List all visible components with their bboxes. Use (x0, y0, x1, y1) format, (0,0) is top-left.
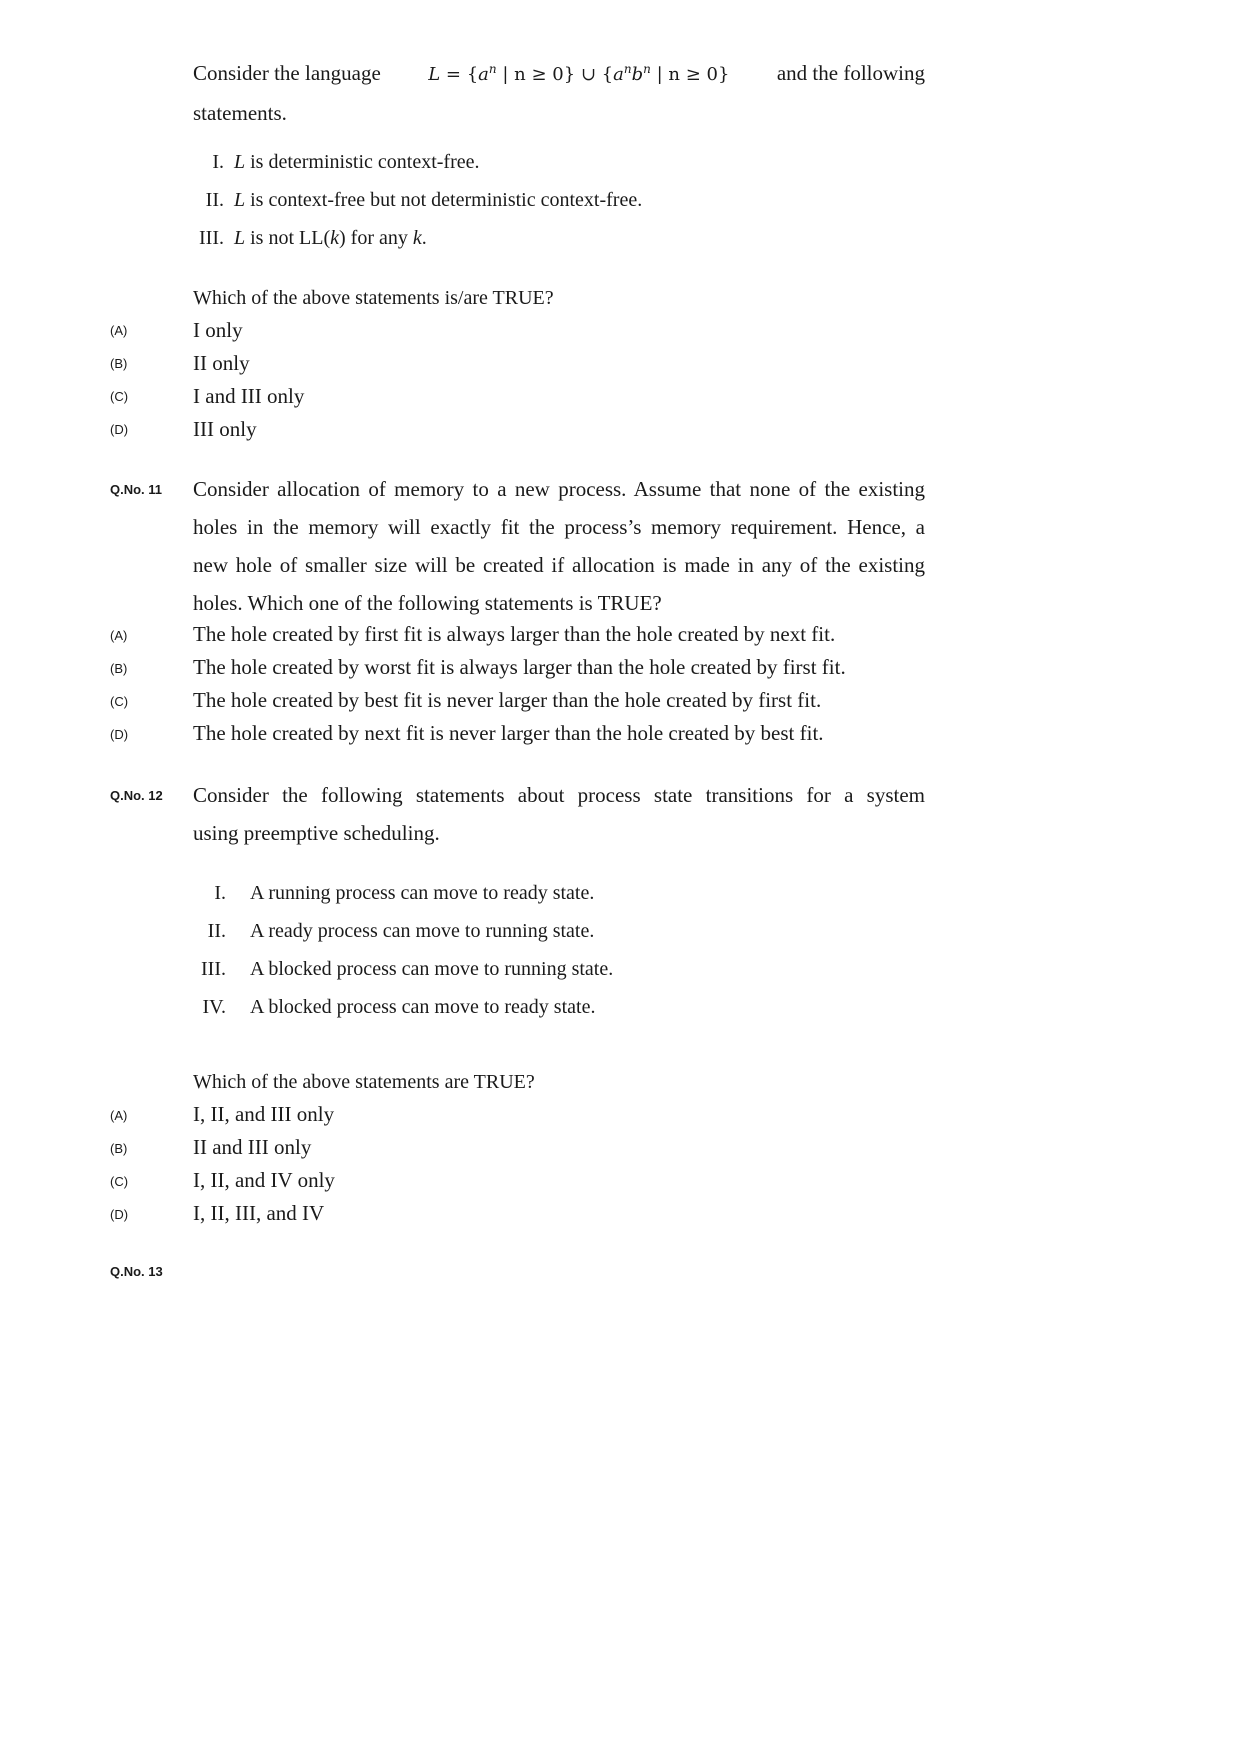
q12-option-a[interactable]: I, II, and III only (193, 1102, 335, 1126)
q10-stem-line2: statements. (193, 101, 287, 125)
q10-option-b[interactable]: II only (193, 351, 250, 375)
q10-stem (193, 50, 925, 132)
q11-option-d[interactable]: The hole created by next fit is never larger than the hole created by best fit. (193, 721, 824, 745)
q10-option-c-label: (C) (110, 389, 129, 404)
q10-option-d[interactable]: III only (193, 417, 257, 441)
q10-statement-3: III. L is not LL(k) for any k. (199, 227, 427, 249)
q12-stem (193, 776, 925, 852)
q13-number: Q.No. 13 (110, 1264, 163, 1279)
q11-stem-line: Consider allocation of memory to a new process. Assume that none of the existing (193, 477, 925, 501)
q12-option-c-label: (C) (110, 1174, 129, 1189)
q10-option-b-label: (B) (110, 356, 128, 371)
q10-option-a[interactable]: I only (193, 318, 243, 342)
q11-number: Q.No. 11 (110, 482, 163, 497)
q10-statement-2: II. L is context-free but not deterministic context-free. (205, 189, 643, 211)
q10-statement-1: I. L is deterministic context-free. (212, 151, 480, 173)
q11-option-a[interactable]: The hole created by first fit is always larger than the hole created by next fit. (193, 622, 836, 646)
q11-option-b[interactable]: The hole created by worst fit is always larger than the hole created by first fit. (193, 655, 846, 679)
q10-option-c[interactable]: I and III only (193, 384, 305, 408)
q11-option-a-label: (A) (110, 628, 128, 643)
q11-option-b-label: (B) (110, 661, 128, 676)
q12-statement-2: II. A ready process can move to running state. (207, 920, 595, 942)
q12-option-d-label: (D) (110, 1207, 129, 1222)
q10-option-d-label: (D) (110, 422, 129, 437)
q12-option-a-label: (A) (110, 1108, 128, 1123)
q12-statement-3: III. A blocked process can move to running state. (201, 958, 614, 980)
q12-stem-line: Consider the following statements about process state transitions for a system (193, 783, 925, 807)
q12-stem-line: using preemptive scheduling. (193, 821, 440, 845)
q12-statement-4: IV. A blocked process can move to ready state. (202, 996, 596, 1018)
q11-option-c[interactable]: The hole created by best fit is never larger than the hole created by first fit. (193, 688, 822, 712)
q10-question: Which of the above statements is/are TRUE? (193, 287, 554, 309)
q12-option-b-label: (B) (110, 1141, 128, 1156)
q10-stem-suffix: and the following (776, 61, 925, 85)
q10-option-a-label: (A) (110, 323, 128, 338)
q10-stem-prefix: Consider the language (193, 61, 381, 85)
q12-number: Q.No. 12 (110, 788, 163, 803)
q11-stem-line: holes in the memory will exactly fit the process’s memory requirement. Hence, a (193, 515, 925, 539)
q11-option-d-label: (D) (110, 727, 129, 742)
q10-language-formula: $L = \{a^n$ | n ≥ 0} ∪ {$a^nb^n$ | n ≥ 0} (428, 62, 730, 85)
q11-stem (193, 470, 925, 622)
q12-option-d[interactable]: I, II, III, and IV (193, 1201, 325, 1225)
q10-stem-line1 (193, 50, 925, 94)
q11-option-c-label: (C) (110, 694, 129, 709)
q12-question: Which of the above statements are TRUE? (193, 1071, 535, 1093)
q12-statement-1: I. A running process can move to ready state. (214, 882, 595, 904)
q11-stem-line: holes. Which one of the following statements is TRUE? (193, 591, 662, 615)
q11-stem-line: new hole of smaller size will be created if allocation is made in any of the existing (193, 553, 925, 577)
q12-option-b[interactable]: II and III only (193, 1135, 312, 1159)
q12-option-c[interactable]: I, II, and IV only (193, 1168, 335, 1192)
